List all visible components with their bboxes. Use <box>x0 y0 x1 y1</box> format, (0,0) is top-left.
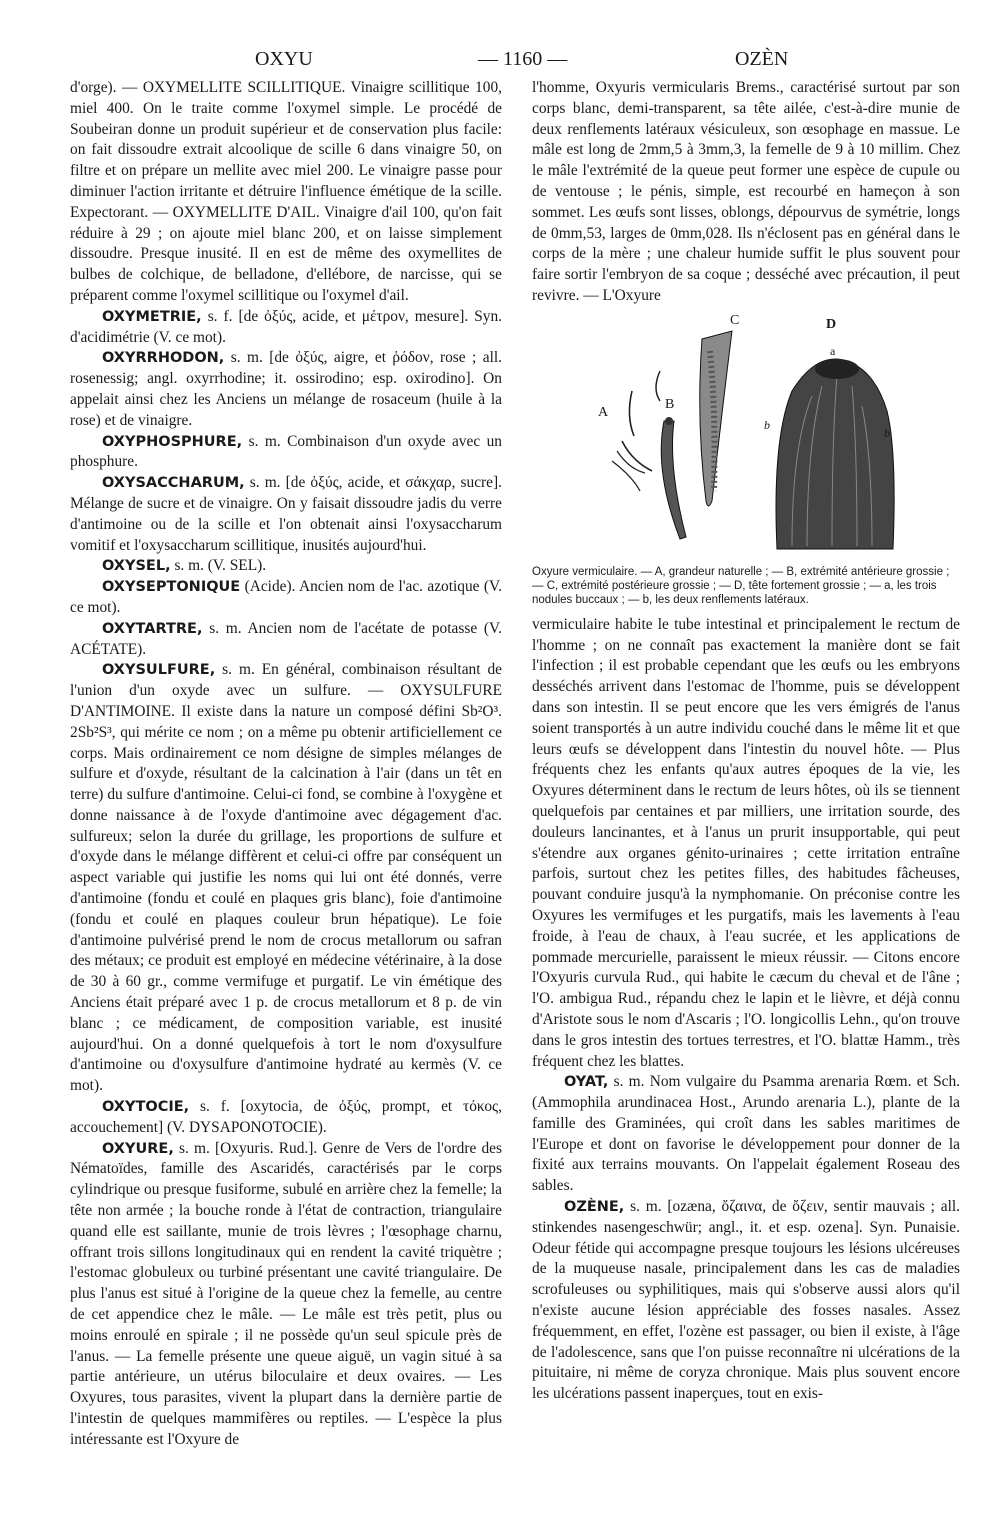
entry-text: s. f. [oxytocia, de ὀξύς, prompt, et τόκος, accouchement] (V. DYSAPONOTOCIE). <box>70 1098 502 1136</box>
dictionary-entry <box>70 619 502 661</box>
entry-text: s. m. [de ὀξύς, acide, et σάκχαρ, sucre]. Mélange de sucre et de vinaigre. On y faisait dissoudre jadis du verre d'antimoine ou de la scille et l'on obtenait ainsi l'oxysaccharum vomitif et l'oxysaccharum scillitique, inusités aujourd'hui. <box>70 474 502 554</box>
header-left: OXYU <box>255 48 313 70</box>
right-column <box>532 78 960 1405</box>
paragraph-right-top: l'homme, Oxyuris vermicularis Brems., caractérisé surtout par son corps blanc, demi-transparent, sa tête ailée, c'est-à-dire munie de deux renflements latéraux vésiculeux, son œsophage en massue. Le mâle est long de 2mm,5 à 3mm,3, la femelle de 9 à 10 millim. Chez le mâle l'extrémité de la queue peut former une espèce de cupule ou de ventouse ; le pénis, simple, est recourbé en hameçon à son sommet. Les œufs sont lisses, oblongs, dépourvus de symétrie, longs de 0mm,53, larges de 0mm,028. Ils n'éclosent pas en général dans le corps de la mère ; une chaleur humide suffit le plus souvent pour faire sortir l'embryon de sa coque ; desséché avec précaution, il peut revivre. — L'Oxyure <box>532 79 960 304</box>
oxyure-figure <box>532 311 960 559</box>
entry-headword: OZÈNE, <box>564 1199 625 1216</box>
dictionary-entry <box>70 432 502 474</box>
figure-label-b-left: b <box>764 417 770 432</box>
dictionary-entry <box>532 1197 960 1405</box>
entry-text: s. m. (V. SEL). <box>170 557 267 575</box>
entry-text: s. m. En général, combinaison résultant de l'union d'un oxyde avec un sulfure. — OXYSULFURE D'ANTIMOINE. Il existe dans la nature un composé défini Sb²O³. 2Sb²S³, qui mérite ce nom ; on a même pu obtenir artificiellement ce corps. Mais ordinairement ce nom désigne de simples mélanges de sulfure et d'oxyde, résultant de la calcination à l'air (dans un têt en terre) du sulfure d'antimoine. Celui-ci fond, se combine à l'oxygène et donne naissance à de l'oxyde d'antimoine avec dégagement d'ac. sulfureux; selon la durée du grillage, les proportions de sulfure et d'oxyde dans le mélange diffèrent et celui-ci offre par conséquent un aspect variable qui justifie les noms qui lui ont été donnés, verre d'antimoine (fondu et coulé en plaques gris blanc), foie d'antimoine (fondu et coulé en plaques couleur brun hépatique). Le foie d'antimoine pulvérisé prend le nom de crocus metallorum ou safran des métaux; ce produit est employé en médecine vétérinaire, à la dose de 30 à 60 gr., comme vermifuge et purgatif. Le vin émétique des Anciens était préparé avec 1 p. de crocus metallorum et 8 p. de vin blanc ; ce médicament, de composition variable, est inusité aujourd'hui. On a donné quelquefois à tort le nom d'oxysulfure d'antimoine ou d'oxysulfure d'antimoine hydraté au kermès (V. ce mot). <box>70 661 502 1095</box>
entry-text: (Acide). Ancien nom de l'ac. azotique (V. ce mot). <box>70 578 502 616</box>
entry-headword: OXYMETRIE, <box>102 308 202 325</box>
entry-headword: OYAT, <box>564 1074 609 1091</box>
dictionary-entry <box>532 1072 960 1197</box>
entry-headword: OXYTARTRE, <box>102 620 203 637</box>
dictionary-entry <box>70 1097 502 1139</box>
figure-label-a-small: a <box>830 343 836 358</box>
dictionary-entry <box>70 473 502 556</box>
entry-text: s. m. Nom vulgaire du Psamma arenaria Rœm. et Sch. (Ammophila arundinacea Host., Arundo arenaria L.), plante de la famille des Graminées, qui croît dans les sables maritimes de l'Europe et dont on favorise le développement pour donner de la fixité aux terrains mouvants. On l'appelait également Roseau des sables. <box>532 1073 960 1195</box>
dictionary-entry <box>70 660 502 1097</box>
dictionary-entry <box>70 348 502 431</box>
figure-label-d: D <box>826 316 837 332</box>
left-column <box>70 78 502 1451</box>
figure-label-c: C <box>730 312 740 328</box>
figure-caption: Oxyure vermiculaire. — A, grandeur naturelle ; — B, extrémité antérieure grossie ; — C, extrémité postérieure grossie ; — D, tête fortement grossie ; — a, les trois nodules buccaux ; — b, les deux renflements latéraux. <box>532 565 950 606</box>
dictionary-entry <box>70 556 502 577</box>
entry-headword: OXYSULFURE, <box>102 662 216 679</box>
dictionary-entry <box>70 307 502 349</box>
paragraph: vermiculaire habite le tube intestinal et principalement le rectum de l'homme ; on ne connaît pas exactement la manière dont se fait l'infection ; il est probable cependant que les œufs ou les embryons desséchés arrivent dans l'estomac de l'homme, puis se développent dans son intestin. Il se peut encore que les vers émigrés de l'anus soient transportés à un autre individu couché dans le même lit et que leurs œufs se développent dans l'intestin du nouvel hôte. — Plus fréquents chez les enfants qu'aux autres époques de la vie, les Oxyures déterminent dans le rectum de leurs hôtes, où ils se tiennent quelquefois par centaines et par milliers, une irritation sourde, des douleurs lancinantes, et à l'anus un prurit insupportable, qui peut s'étendre aux organes génito-urinaires ; cette irritation entraîne parfois, surtout chez les petites filles, des habitudes fâcheuses, pouvant conduire jusqu'à la nymphomanie. On préconise contre les Oxyures les vermifuges et les purgatifs, mais les lavements à l'eau froide, à l'eau de chaux, à l'eau sucrée, et les applications de pommade mercurielle, paraissent le mieux réussir. — Citons encore l'Oxyuris curvula Rud., qui habite le cæcum du cheval et de l'âne ; l'O. ambigua Rud., répandu chez le lapin et le lièvre, et déjà connu d'Aristote sous le nom d'Ascaris ; l'O. longicollis Lehn., qu'on trouve dans le gros intestin des tortues terrestres, et l'O. blattæ Hamm., très fréquent chez les blattes. <box>532 615 960 1070</box>
entry-headword: OXYTOCIE, <box>102 1099 190 1116</box>
entry-headword: OXYRRHODON, <box>102 350 225 367</box>
figure-label-b-right: b <box>884 425 890 440</box>
entry-text: s. m. [de ὀξύς, aigre, et ῥόδον, rose ; all. rosenessig; angl. oxyrrhodine; it. ossirodino; esp. oxirodino]. On appelait ainsi chez les Anciens un mélange de rosaceum (huile à la rose) et de vinaigre. <box>70 349 502 429</box>
entry-text: s. m. [ozæna, ὄζαινα, de ὄζειν, sentir mauvais ; all. stinkendes nasengeschwür; angl., it. et esp. ozena]. Syn. Punaisie. Odeur fétide qui accompagne presque toujours les lésions ulcéreuses de la muqueuse nasale, principalement dans les cas de maladies scrofuleuses ou syphilitiques, mais qui s'observe aussi alors qu'il n'existe aucune lésion appréciable des fosses nasales. Assez fréquemment, en effet, l'ozène est passager, ou bien il existe, à l'âge de l'adolescence, sans que l'on puisse reconnaître ni ulcérations de la pituitaire, ni même de coryza chronique. Mais plus souvent encore les ulcérations passent inaperçues, tout en exis- <box>532 1198 960 1403</box>
paragraph: d'orge). — OXYMELLITE SCILLITIQUE. Vinaigre scillitique 100, miel 400. On le traite comme l'oxymel simple. Le procédé de Soubeiran donne un produit supérieur et de conservation plus facile: on fait dissoudre extrait alcoolique de scille 6 dans vinaigre 50, on filtre et on prépare un mellite avec miel 200. Le vinaigre passe pour diminuer l'action irritante et détruire l'influence émétique de la scille. Expectorant. — OXYMELLITE D'AIL. Vinaigre d'ail 100, qu'on fait réduire à 29 ; on ajoute miel blanc 200, et on laisse simplement dissoudre. Presque inusité. Il en est de même des oxymellites de bulbes de colchique, de belladone, d'ellébore, de narcisse, qui se préparent comme l'oxymel scillitique ou l'oxymel d'ail. <box>70 79 502 304</box>
entry-text: s. m. [Oxyuris. Rud.]. Genre de Vers de l'ordre des Nématoïdes, famille des Ascaridés, caractérisés par le corps cylindrique ou presque fusiforme, subulé en arrière chez la femelle; la tête non armée ; la bouche ronde à l'état de contraction, triangulaire quand elle est saillante, munie de trois lèvres ; l'œsophage charnu, offrant trois sillons longitudinaux qui en rendent la cavité triquètre ; l'estomac globuleux ou turbiné présentant une cavité triangulaire. De plus l'anus est situé à l'origine de la queue chez la femelle, au centre de cet appendice chez le mâle. — Le mâle est très petit, plus ou moins enroulé en spirale ; il ne possède qu'un seul spicule près de l'anus. — La femelle présente une queue aiguë, un vagin situé à sa partie antérieure, un utérus biloculaire et deux ovaires. — Les Oxyures, tous parasites, vivent la plupart dans la dernière partie de l'intestin de quelques mammifères ou reptiles. — L'espèce la plus intéressante est l'Oxyure de <box>70 1139 502 1448</box>
figure-label-b: B <box>665 396 675 412</box>
entry-headword: OXYSEPTONIQUE <box>102 579 241 596</box>
dictionary-entry <box>70 577 502 619</box>
entry-headword: OXYSACCHARUM, <box>102 475 245 492</box>
entry-text: s. m. Combinaison d'un oxyde avec un phosphure. <box>70 432 502 471</box>
header-right: OZÈN <box>735 48 789 70</box>
entry-text: s. m. Ancien nom de l'acétate de potasse (V. ACÉTATE). <box>70 619 502 658</box>
worm-illustration <box>532 311 960 559</box>
entry-headword: OXYSEL, <box>102 558 171 575</box>
figure-label-a: A <box>598 404 609 420</box>
entry-text: s. f. [de ὀξύς, acide, et μέτρον, mesure]. Syn. d'acidimétrie (V. ce mot). <box>70 307 502 346</box>
entry-headword: OXYURE, <box>102 1140 174 1157</box>
dictionary-entry <box>70 1139 502 1451</box>
right-column-entries <box>532 615 960 1405</box>
entry-headword: OXYPHOSPHURE, <box>102 433 243 450</box>
page-number: — 1160 — <box>478 48 568 70</box>
